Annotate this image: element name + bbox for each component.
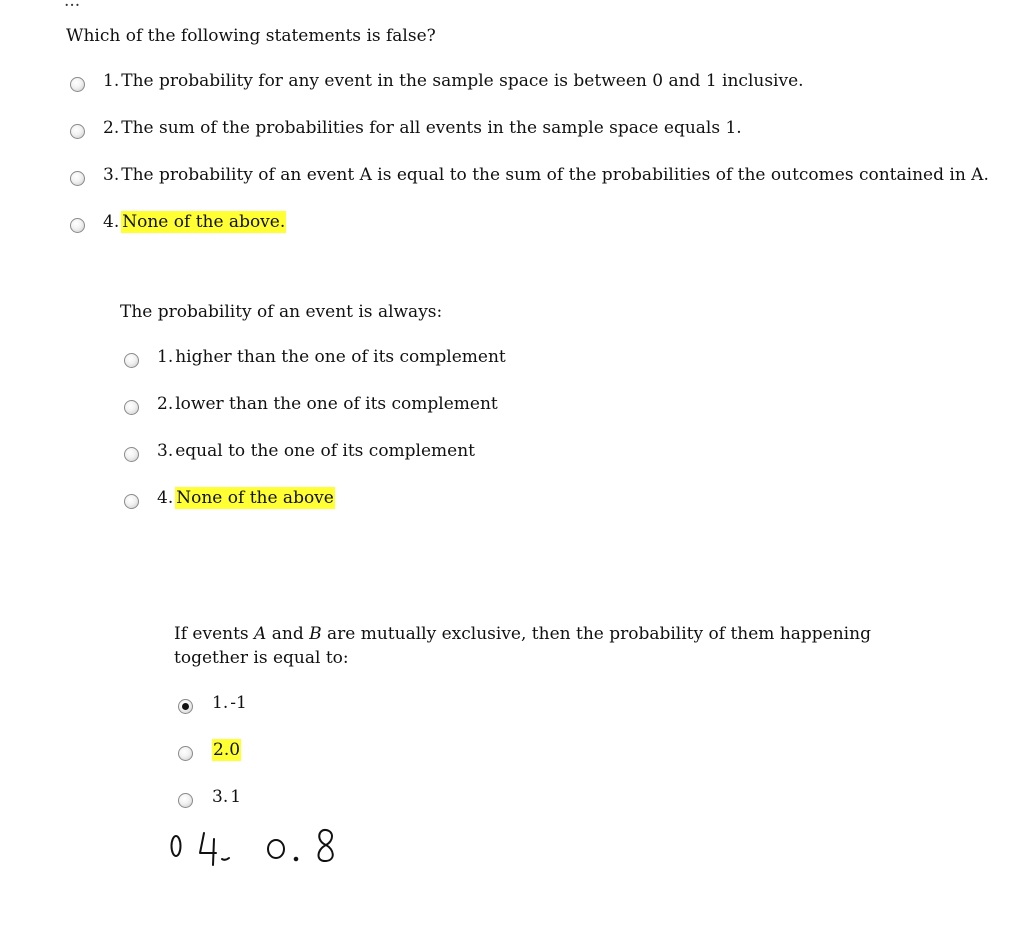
option-number: 4. bbox=[103, 212, 120, 232]
question-1-option-1 bbox=[103, 70, 804, 92]
option-text: The probability for any event in the sample space is between 0 and 1 inclusive. bbox=[121, 71, 804, 91]
question-2-option-1 bbox=[157, 346, 506, 368]
option-text: 0 bbox=[229, 740, 241, 760]
question-3-option-1 bbox=[212, 692, 247, 714]
highlighted-option bbox=[212, 739, 241, 761]
option-number: 3. bbox=[103, 165, 120, 185]
highlighted-option-text: None of the above bbox=[176, 488, 334, 508]
option-number: 4. bbox=[157, 488, 174, 508]
question-1-option-2-radio[interactable] bbox=[70, 124, 85, 139]
option-text: higher than the one of its complement bbox=[175, 347, 506, 367]
question-1-option-4 bbox=[103, 211, 286, 233]
question-1-option-3 bbox=[103, 164, 989, 186]
question-2-option-1-radio[interactable] bbox=[124, 353, 139, 368]
option-number: 1. bbox=[157, 347, 174, 367]
question-1-prompt: Which of the following statements is false? bbox=[66, 26, 436, 46]
option-number: 3. bbox=[212, 787, 229, 807]
question-1-option-2 bbox=[103, 117, 742, 139]
question-2-option-4 bbox=[157, 487, 335, 509]
option-number: 3. bbox=[157, 441, 174, 461]
question-2-option-3-radio[interactable] bbox=[124, 447, 139, 462]
prompt-text: are mutually exclusive, then the probability of them happening together is equal to: bbox=[174, 624, 871, 668]
prompt-text: and bbox=[266, 624, 310, 644]
question-3-prompt bbox=[174, 622, 914, 670]
option-number: 1. bbox=[103, 71, 120, 91]
event-b-label: B bbox=[309, 624, 322, 644]
question-3-option-2 bbox=[212, 739, 241, 761]
option-number: 2. bbox=[103, 118, 120, 138]
event-a-label: A bbox=[254, 624, 267, 644]
question-2-option-2-radio[interactable] bbox=[124, 400, 139, 415]
question-2-option-2 bbox=[157, 393, 498, 415]
question-3-option-3 bbox=[212, 786, 241, 808]
question-3-option-2-radio[interactable] bbox=[178, 746, 193, 761]
option-text: 1 bbox=[230, 787, 242, 807]
option-text: The sum of the probabilities for all events in the sample space equals 1. bbox=[121, 118, 742, 138]
question-1-option-3-radio[interactable] bbox=[70, 171, 85, 186]
prompt-text: If events bbox=[174, 624, 255, 644]
option-text: equal to the one of its complement bbox=[175, 441, 476, 461]
question-3-option-1-radio-selected[interactable] bbox=[178, 699, 193, 714]
question-2-option-4-radio[interactable] bbox=[124, 494, 139, 509]
cropped-top-text: ... bbox=[64, 0, 81, 11]
option-text: -1 bbox=[230, 693, 247, 713]
question-3-option-3-radio[interactable] bbox=[178, 793, 193, 808]
question-2-option-3 bbox=[157, 440, 475, 462]
option-text: The probability of an event A is equal to the sum of the probabilities of the outcomes contained in A. bbox=[121, 165, 989, 185]
option-number: 1. bbox=[212, 693, 229, 713]
handwritten-note-option-4 bbox=[166, 823, 346, 873]
question-1-option-4-radio[interactable] bbox=[70, 218, 85, 233]
question-1-option-1-radio[interactable] bbox=[70, 77, 85, 92]
question-2-prompt: The probability of an event is always: bbox=[120, 302, 443, 322]
option-number: 2. bbox=[213, 740, 230, 760]
option-number: 2. bbox=[157, 394, 174, 414]
option-text: lower than the one of its complement bbox=[175, 394, 498, 414]
highlighted-option-text: None of the above. bbox=[122, 212, 286, 232]
